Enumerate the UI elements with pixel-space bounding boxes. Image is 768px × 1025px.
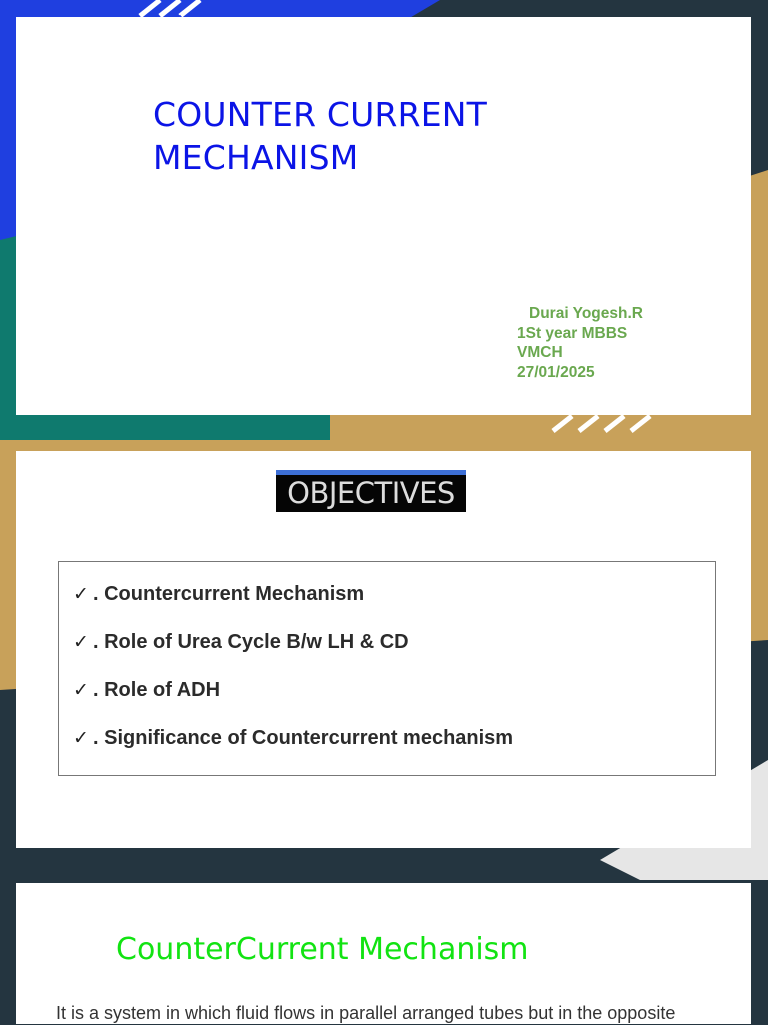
presentation-title bbox=[153, 93, 593, 179]
author-info bbox=[517, 304, 643, 382]
title-line-1: COUNTER CURRENT bbox=[153, 95, 488, 134]
objective-text: . Role of Urea Cycle B/w LH & CD bbox=[93, 630, 409, 653]
author-date: 27/01/2025 bbox=[517, 363, 595, 381]
check-icon: ✓ bbox=[73, 679, 89, 701]
section-heading: CounterCurrent Mechanism bbox=[116, 932, 529, 967]
author-name: Durai Yogesh.R bbox=[529, 305, 643, 322]
objective-item bbox=[59, 666, 715, 714]
section-body-text: It is a system in which fluid flows in parallel arranged tubes but in the opposite bbox=[56, 1003, 676, 1023]
check-icon: ✓ bbox=[73, 583, 89, 605]
slide-title bbox=[16, 17, 751, 415]
author-college: VMCH bbox=[517, 344, 563, 361]
check-icon: ✓ bbox=[73, 727, 89, 749]
objective-item bbox=[59, 618, 715, 666]
objectives-heading: OBJECTIVES bbox=[287, 476, 455, 510]
slide-objectives bbox=[16, 451, 751, 848]
objective-item bbox=[59, 570, 715, 618]
objective-item bbox=[59, 714, 715, 762]
objective-text: . Role of ADH bbox=[93, 678, 221, 701]
author-year: 1St year MBBS bbox=[517, 324, 628, 342]
title-line-2: MECHANISM bbox=[153, 138, 359, 177]
check-icon: ✓ bbox=[73, 631, 89, 653]
objective-text: . Countercurrent Mechanism bbox=[93, 582, 365, 605]
slide-countercurrent bbox=[16, 883, 751, 1024]
objective-text: . Significance of Countercurrent mechanism bbox=[93, 726, 514, 749]
objectives-list bbox=[58, 561, 716, 776]
